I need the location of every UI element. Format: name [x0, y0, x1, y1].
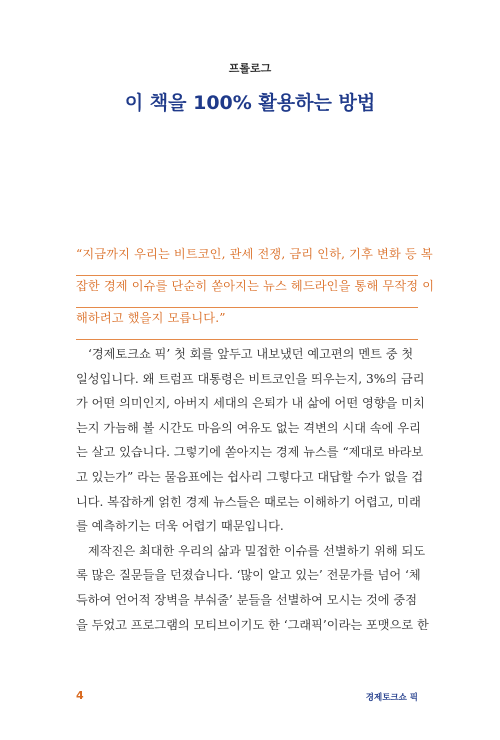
paragraph	[76, 342, 425, 539]
page-footer	[76, 689, 418, 705]
page-number: 4	[76, 689, 84, 702]
text-line: 록 많은 질문들을 던졌습니다. ‘많이 알고 있는’ 전문가를 넘어 ‘체	[76, 568, 421, 583]
section-label: 프롤로그	[228, 62, 272, 75]
text-line: 가 어떤 의미인지, 아버지 세대의 은퇴가 내 삶에 어떤 영향을 미치	[76, 396, 425, 411]
pull-quote-line: 잡한 경제 이슈를 단순히 쏟아지는 뉴스 헤드라인을 통해 무작정 이	[76, 276, 418, 308]
text-line: 일성입니다. 왜 트럼프 대통령은 비트코인을 띄우는지, 3%의 금리	[76, 371, 425, 386]
text-line: 를 예측하기는 더욱 어렵기 때문입니다.	[76, 519, 284, 534]
pull-quote	[76, 244, 435, 340]
paragraph	[76, 539, 429, 637]
text-line: 득하여 언어적 장벽을 부숴줄’ 분들을 선별하여 모시는 것에 중점	[76, 592, 417, 607]
text-line: ‘경제토크쇼 픽’ 첫 회를 앞두고 내보냈던 예고편의 멘트 중 첫	[88, 347, 414, 361]
body-text	[76, 342, 429, 637]
text-line: 고 있는가” 라는 물음표에는 쉽사리 그렇다고 대답할 수가 없을 겁	[76, 469, 424, 484]
running-title: 경제토크쇼 픽	[365, 693, 418, 703]
text-line: 니다. 복잡하게 얽힌 경제 뉴스들은 때로는 이해하기 어렵고, 미래	[76, 494, 421, 509]
page-title: 이 책을 100% 활용하는 방법	[124, 92, 376, 114]
text-line: 는지 가늠해 볼 시간도 마음의 여유도 없는 격변의 시대 속에 우리	[76, 420, 421, 435]
pull-quote-line: 해하려고 했을지 모릅니다.”	[76, 308, 418, 340]
text-line: 제작진은 최대한 우리의 삶과 밀접한 이슈를 선별하기 위해 되도	[88, 543, 426, 558]
pull-quote-line: “지금까지 우리는 비트코인, 관세 전쟁, 금리 인하, 기후 변화 등 복	[76, 244, 418, 276]
text-line: 는 살고 있습니다. 그렇기에 쏟아지는 경제 뉴스를 “제대로 바라보	[76, 445, 424, 460]
text-line: 을 두었고 프로그램의 모티브이기도 한 ‘그래픽’이라는 포맷으로 한	[76, 617, 429, 632]
